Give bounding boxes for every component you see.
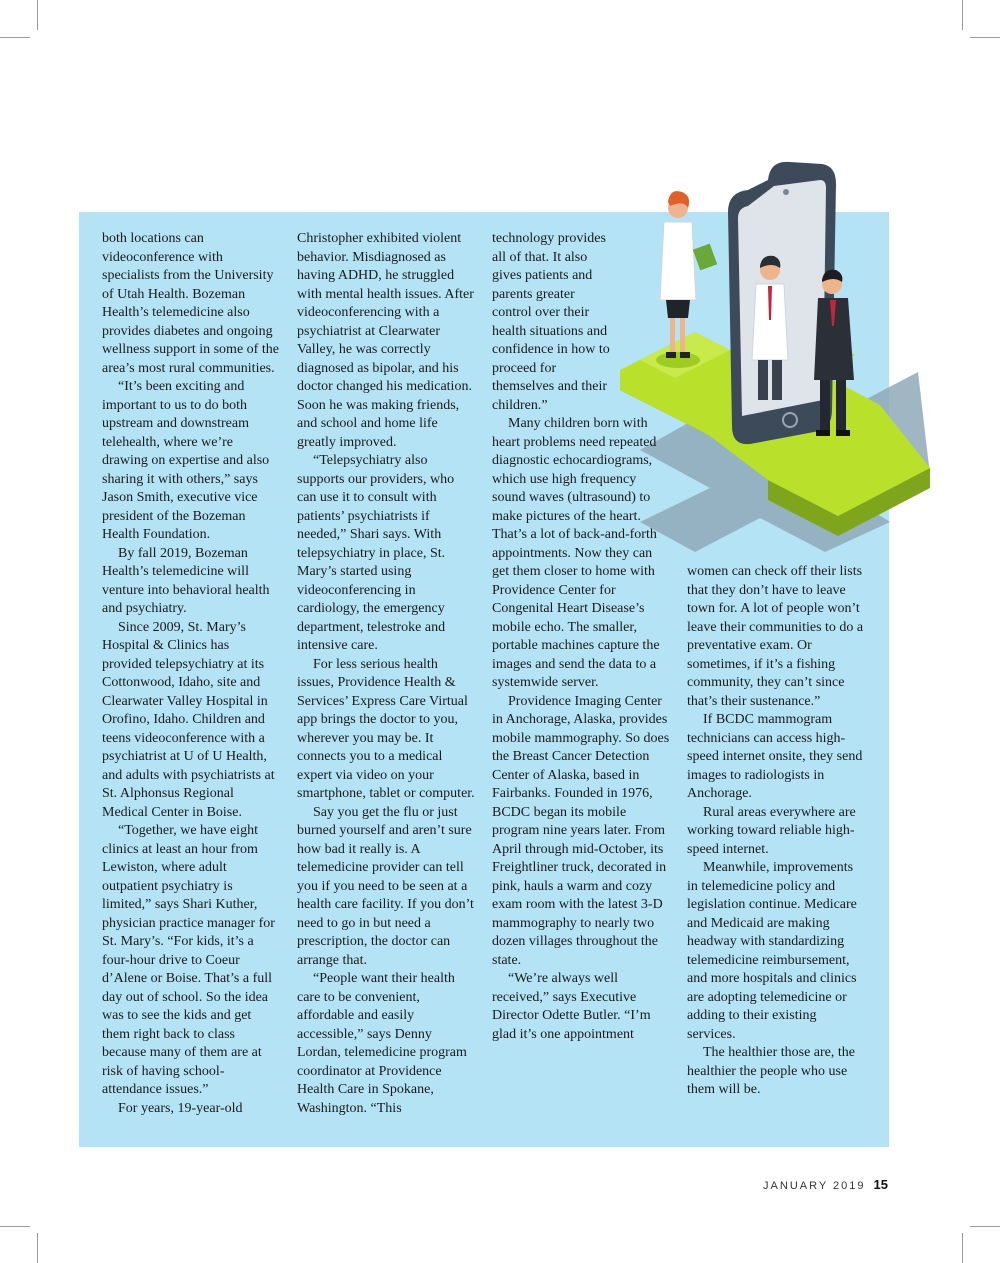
paragraph: Providence Imaging Center in Anchorage, Alaska, provides mobile mammography. So does the Breast Cancer Detection Center of Alaska, based in Fairbanks. Founded in 1976, BCDC began its mobile program nine years later. From April through mid-October, its Freightliner truck, decorated in pink, hauls a warm and cozy exam room with the latest 3-D mammography to nearly two dozen villages throughout the state. [492, 693, 670, 968]
paragraph: Since 2009, St. Mary’s Hospital & Clinics has provided telepsychiatry at its Cottonwood, Idaho, site and Clearwater Valley Hospital in Orofino, Idaho. Children and teens videoconference with a psychiatrist at U of U Health, and adults with psychiatrists at St. Alphonsus Regional Medical Center in Boise. [102, 619, 275, 820]
paragraph: “It’s been exciting and important to us to do both upstream and downstream telehealth, where we’re drawing on expertise and also sharing it with others,” says Jason Smith, executive vice president of the Bozeman Health Foundation. [102, 379, 270, 542]
article-column-2 [297, 230, 477, 1118]
crop-mark [970, 37, 1000, 38]
crop-mark [0, 37, 30, 38]
paragraph: By fall 2019, Bozeman Health’s telemedicine will venture into behavioral health and psychiatry. [102, 545, 270, 616]
paragraph: Meanwhile, improvements in telemedicine policy and legislation continue. Medicare and Medicaid are making headway with standardizing telemedicine reimbursement, and more hospitals and clinics are adopting telemedicine or adding to their existing services. [687, 860, 857, 1042]
paragraph: “People want their health care to be convenient, affordable and easily accessible,” says Denny Lordan, telemedicine program coordinator at Providence Health Care in Spokane, Washington. “This [297, 971, 467, 1116]
paragraph: “Telepsychiatry also supports our providers, who can use it to consult with patients’ psychiatrists if needed,” Shari says. With telepsychiatry in place, St. Mary’s started using videoconferencing in cardiology, the emergency department, telestroke and intensive care. [297, 453, 455, 653]
article-column-4 [687, 563, 867, 1100]
paragraph: women can check off their lists that they don’t have to leave town for. A lot of people won’t leave their communities to do a preventative exam. Or sometimes, if it’s a fishing community, they can’t since that’s their sustenance.” [687, 564, 864, 709]
paragraph: Say you get the flu or just burned yourself and aren’t sure how bad it really is. A telemedicine provider can tell you if you need to be seen at a health care facility. If you don’t need to go in but need a prescription, the doctor can arrange that. [297, 804, 474, 968]
paragraph: If BCDC mammogram technicians can access high-speed internet onsite, they send images to radiologists in Anchorage. [687, 712, 863, 801]
crop-mark [970, 1226, 1000, 1227]
paragraph: both locations can videoconference with specialists from the University of Utah Health. Bozeman Health’s telemedicine also provides diabetes and ongoing wellness support in some of the area’s most rural communities. [102, 231, 279, 376]
paragraph: For years, 19-year-old [118, 1100, 243, 1116]
paragraph: Rural areas everywhere are working toward reliable high-speed internet. [687, 804, 856, 857]
article-column-1 [102, 230, 282, 1118]
paragraph: The healthier those are, the healthier the people who use them will be. [687, 1045, 855, 1097]
crop-mark [37, 0, 38, 30]
paragraph: technology provides all of that. It also gives patients and parents greater control over their health situations and confidence in how to proceed for themselves and their children.” [492, 231, 610, 413]
paragraph: Christopher exhibited violent behavior. Misdiagnosed as having ADHD, he struggled with mental health issues. After videoconferencing with a psychiatrist at Clearwater Valley, he was correctly diagnosed as bipolar, and his doctor changed his medication. Soon he was making friends, and school and home life greatly improved. [297, 231, 474, 450]
page-footer [763, 1177, 888, 1192]
crop-mark [962, 1233, 963, 1263]
paragraph: For less serious health issues, Providence Health & Services’ Express Care Virtual app brings the doctor to you, wherever you may be. It connects you to a medical expert via video on your smartphone, tablet or computer. [297, 656, 475, 801]
issue-date: JANUARY 2019 [763, 1180, 866, 1192]
paragraph: “We’re always well received,” says Executive Director Odette Butler. “I’m glad it’s one appointment [492, 971, 651, 1042]
crop-mark [962, 0, 963, 30]
paragraph: Many children born with heart problems need repeated diagnostic echocardiograms, which use high frequency sound waves (ultrasound) to make pictures of the heart. That’s a lot of back-and-forth appointments. Now they can get them closer to home with Providence Center for Congenital Heart Disease’s mobile echo. The smaller, portable machines capture the images and send the data to a systemwide server. [492, 416, 660, 690]
paragraph: “Together, we have eight clinics at least an hour from Lewiston, where adult outpatient psychiatry is limited,” says Shari Kuther, physician practice manager for St. Mary’s. “For kids, it’s a four-hour drive to Coeur d’Alene or Boise. That’s a full day out of school. So the idea was to see the kids and get them right back to class because many of them are at risk of having school-attendance issues.” [102, 823, 275, 1097]
article-column-3 [492, 230, 672, 1044]
page-number: 15 [873, 1177, 888, 1192]
crop-mark [37, 1233, 38, 1263]
crop-mark [0, 1226, 30, 1227]
